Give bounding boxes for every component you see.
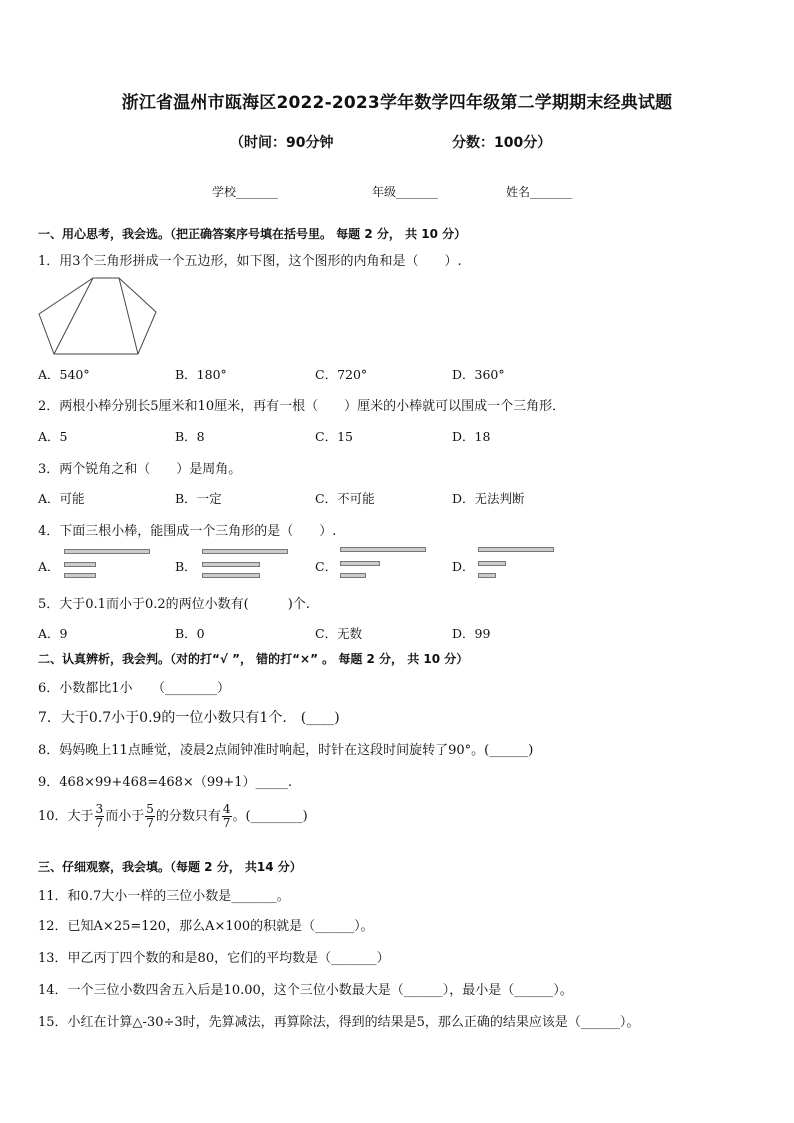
question-1: 1．用3个三角形拼成一个五边形，如下图，这个图形的内角和是（ ）. — [38, 254, 462, 269]
fraction-3-7: $\frac{3}{7}$ — [95, 802, 104, 830]
q5-option-a: A．9 — [38, 626, 68, 641]
pentagon-outline — [39, 278, 156, 354]
q4-option-b: B． — [175, 559, 197, 574]
q4-c-stick-3 — [340, 573, 366, 578]
section-2-title: 二、认真辨析，我会判。（对的打“√ ”， 错的打“×” 。 每题 2 分， 共 10 分） — [38, 652, 469, 666]
q10-prefix: 10．大于 — [38, 809, 94, 824]
q4-b-stick-1 — [202, 549, 288, 554]
pentagon-diagonal-1 — [54, 278, 93, 354]
fraction-5-7: $\frac{5}{7}$ — [146, 802, 154, 830]
q4-d-stick-3 — [478, 573, 496, 578]
question-4: 4．下面三根小棒，能围成一个三角形的是（ ）. — [38, 524, 337, 539]
q2-option-a: A．5 — [38, 429, 68, 444]
q4-a-stick-1 — [64, 549, 150, 554]
q1-option-a: A．540° — [38, 367, 90, 382]
grade-field: 年级_______ — [372, 185, 439, 199]
q4-option-d: D． — [452, 559, 475, 574]
q5-option-d: D．99 — [452, 626, 491, 641]
q10-mid2: 的分数只有 — [155, 809, 221, 824]
exam-score: 分数：100分） — [452, 135, 552, 151]
q3-option-b: B．一定 — [175, 491, 222, 506]
q1-option-c: C．720° — [315, 367, 368, 382]
pentagon-figure — [36, 272, 160, 358]
section-1-title: 一、用心思考，我会选。（把正确答案序号填在括号里。 每题 2 分， 共 10 分） — [38, 227, 467, 241]
exam-time: （时间：90分钟 — [230, 135, 334, 151]
question-9: 9．468×99+468=468×（99+1）_____. — [38, 775, 293, 790]
q4-c-stick-2 — [340, 561, 380, 566]
fraction-4-7: $\frac{4}{7}$ — [222, 802, 231, 830]
question-5: 5．大于0.1而小于0.2的两位小数有( )个. — [38, 597, 310, 612]
section-3-title: 三、仔细观察，我会填。（每题 2 分， 共14 分） — [38, 860, 302, 874]
q10-suffix: 。(________) — [232, 809, 308, 824]
q5-option-b: B．0 — [175, 626, 205, 641]
q3-option-a: A．可能 — [38, 491, 85, 506]
q4-a-stick-3 — [64, 573, 96, 578]
question-15: 15．小红在计算△-30÷3时，先算减法，再算除法，得到的结果是5，那么正确的结果应该是（______）。 — [38, 1015, 640, 1030]
q4-b-stick-2 — [202, 562, 260, 567]
question-6: 6．小数都比1小 （________） — [38, 681, 231, 696]
q2-option-d: D．18 — [452, 429, 491, 444]
school-field: 学校_______ — [212, 185, 279, 199]
q4-b-stick-3 — [202, 573, 260, 578]
q1-option-d: D．360° — [452, 367, 505, 382]
pentagon-diagonal-2 — [119, 278, 138, 354]
q5-option-c: C．无数 — [315, 626, 363, 641]
question-10 — [38, 803, 308, 830]
q3-option-d: D．无法判断 — [452, 491, 525, 506]
q4-d-stick-2 — [478, 561, 506, 566]
q4-option-c: C． — [315, 559, 338, 574]
question-11: 11．和0.7大小一样的三位小数是_______。 — [38, 889, 290, 904]
q2-option-b: B．8 — [175, 429, 205, 444]
question-3: 3．两个锐角之和（ ）是周角。 — [38, 462, 242, 477]
question-14: 14．一个三位小数四舍五入后是10.00，这个三位小数最大是（______），最小是（______）。 — [38, 983, 573, 998]
q3-option-c: C．不可能 — [315, 491, 375, 506]
q4-option-a: A． — [38, 559, 60, 574]
question-7: 7．大于0.7小于0.9的一位小数只有1个. (____) — [38, 710, 340, 726]
question-8: 8．妈妈晚上11点睡觉，凌晨2点闹钟准时响起，时针在这段时间旋转了90°。(______) — [38, 743, 534, 758]
question-12: 12．已知A×25=120，那么A×100的积就是（______）。 — [38, 919, 374, 934]
question-13: 13．甲乙丙丁四个数的和是80，它们的平均数是（_______） — [38, 951, 390, 966]
page-title: 浙江省温州市瓯海区2022-2023学年数学四年级第二学期期末经典试题 — [121, 93, 673, 113]
q4-d-stick-1 — [478, 547, 554, 552]
q1-option-b: B．180° — [175, 367, 227, 382]
question-2: 2．两根小棒分别长5厘米和10厘米，再有一根（ ）厘米的小棒就可以围成一个三角形． — [38, 399, 566, 414]
q4-c-stick-1 — [340, 547, 426, 552]
q2-option-c: C．15 — [315, 429, 353, 444]
q4-a-stick-2 — [64, 562, 96, 567]
name-field: 姓名_______ — [506, 185, 573, 199]
q10-mid: 而小于 — [105, 809, 145, 824]
